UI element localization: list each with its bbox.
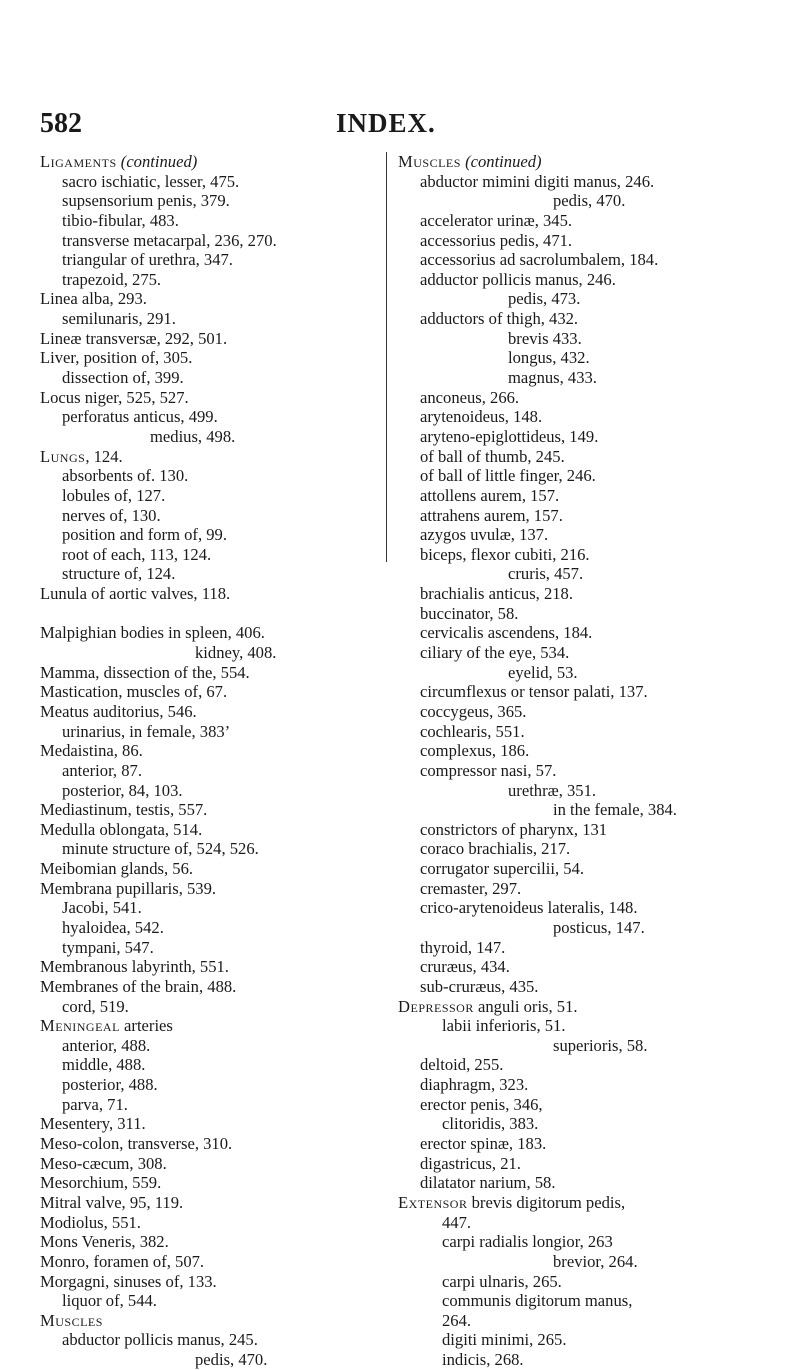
index-entry: perforatus anticus, 499.: [62, 407, 218, 427]
index-entry: Meso-cæcum, 308.: [40, 1153, 167, 1173]
index-entry: Membranous labyrinth, 551.: [40, 957, 229, 977]
index-entry: liquor of, 544.: [62, 1291, 157, 1311]
index-heading-suffix: brevis digitorum pedis,: [467, 1192, 626, 1212]
index-entry: of ball of thumb, 245.: [420, 446, 565, 466]
index-entry: parva, 71.: [62, 1094, 128, 1114]
index-entry: 264.: [442, 1310, 472, 1330]
index-heading-suffix: (continued): [116, 152, 198, 171]
index-entry: trapezoid, 275.: [62, 269, 162, 289]
index-entry: Medaistina, 86.: [40, 741, 143, 761]
index-entry: Lunula of aortic valves, 118.: [40, 584, 231, 604]
index-entry: triangular of urethra, 347.: [62, 250, 233, 270]
index-entry: semilunaris, 291.: [62, 309, 176, 329]
index-entry: pedis, 470.: [195, 1350, 268, 1370]
index-entry: adductor pollicis manus, 246.: [420, 269, 616, 289]
index-entry: Lineæ transversæ, 292, 501.: [40, 328, 228, 348]
index-entry: lobules of, 127.: [62, 485, 166, 505]
index-entry: complexus, 186.: [420, 741, 530, 761]
index-entry: circumflexus or tensor palati, 137.: [420, 682, 648, 702]
index-entry: Liver, position of, 305.: [40, 348, 193, 368]
index-entry: attrahens aurem, 157.: [420, 505, 563, 525]
index-column-right: [398, 152, 778, 1370]
page-number: 582: [40, 108, 82, 139]
index-heading-suffix: arteries: [119, 1016, 173, 1036]
index-entry: abductor pollicis manus, 245.: [62, 1330, 258, 1350]
index-entry: clitoridis, 383.: [442, 1114, 539, 1134]
index-entry: brevior, 264.: [553, 1251, 638, 1271]
index-heading: Depressor: [398, 996, 474, 1016]
index-entry: Mesorchium, 559.: [40, 1173, 162, 1193]
index-entry: Locus niger, 525, 527.: [40, 387, 189, 407]
index-entry: [398, 997, 778, 1017]
index-entry: urethræ, 351.: [508, 780, 597, 800]
index-entry: cruræus, 434.: [420, 957, 510, 977]
index-entry: structure of, 124.: [62, 564, 176, 584]
index-entry: Meibomian glands, 56.: [40, 859, 194, 879]
index-entry: absorbents of. 130.: [62, 466, 189, 486]
index-entry: digastricus, 21.: [420, 1153, 521, 1173]
index-entry: Mamma, dissection of the, 554.: [40, 662, 250, 682]
index-entry: accessorius ad sacrolumbalem, 184.: [420, 250, 659, 270]
index-entry: corrugator supercilii, 54.: [420, 859, 585, 879]
index-entry: 447.: [442, 1212, 472, 1232]
index-heading-suffix: (continued): [460, 152, 542, 171]
index-entry: Linea alba, 293.: [40, 289, 147, 309]
index-entry: brachialis anticus, 218.: [420, 584, 573, 604]
index-entry: digiti minimi, 265.: [442, 1330, 567, 1350]
index-entry: erector spinæ, 183.: [420, 1134, 547, 1154]
index-entry: medius, 498.: [150, 426, 236, 446]
index-entry: eyelid, 53.: [508, 662, 578, 682]
index-entry: posterior, 488.: [62, 1075, 158, 1095]
index-entry: communis digitorum manus,: [442, 1291, 633, 1311]
index-entry: accelerator urinæ, 345.: [420, 210, 573, 230]
running-head: INDEX.: [336, 108, 436, 138]
index-entry: superioris, 58.: [553, 1035, 648, 1055]
index-heading: Ligaments: [40, 152, 117, 171]
index-entry: attollens aurem, 157.: [420, 485, 560, 505]
index-entry: sub-cruræus, 435.: [420, 976, 539, 996]
index-entry: azygos uvulæ, 137.: [420, 525, 549, 545]
index-entry: magnus, 433.: [508, 368, 597, 388]
index-entry: constrictors of pharynx, 131: [420, 819, 608, 839]
index-entry: Modiolus, 551.: [40, 1212, 141, 1232]
index-entry: aryteno-epiglottideus, 149.: [420, 426, 599, 446]
index-entry: [40, 1311, 380, 1331]
index-entry: Mitral valve, 95, 119.: [40, 1192, 184, 1212]
index-entry: coccygeus, 365.: [420, 701, 527, 721]
index-entry: root of each, 113, 124.: [62, 544, 212, 564]
index-entry: longus, 432.: [508, 348, 590, 368]
index-entry: coraco brachialis, 217.: [420, 839, 571, 859]
index-entry: [398, 1193, 778, 1213]
index-entry: accessorius pedis, 471.: [420, 230, 573, 250]
index-entry: hyaloidea, 542.: [62, 917, 164, 937]
index-entry: urinarius, in female, 383’: [62, 721, 231, 741]
index-entry: cremaster, 297.: [420, 878, 522, 898]
index-entry: middle, 488.: [62, 1055, 146, 1075]
index-entry: abductor mimini digiti manus, 246.: [420, 171, 655, 191]
index-entry: transverse metacarpal, 236, 270.: [62, 230, 277, 250]
index-column-left: [40, 152, 380, 1370]
index-entry: nerves of, 130.: [62, 505, 161, 525]
index-entry: Mastication, muscles of, 67.: [40, 682, 228, 702]
index-heading: Muscles: [40, 1310, 103, 1330]
index-entry: carpi radialis longior, 263: [442, 1232, 613, 1252]
index-entry: Mediastinum, testis, 557.: [40, 800, 208, 820]
index-entry: brevis 433.: [508, 328, 582, 348]
index-entry: adductors of thigh, 432.: [420, 309, 579, 329]
index-entry: position and form of, 99.: [62, 525, 227, 545]
column-divider: [386, 152, 387, 562]
index-entry: deltoid, 255.: [420, 1055, 504, 1075]
index-entry: anterior, 87.: [62, 760, 142, 780]
index-entry: carpi ulnaris, 265.: [442, 1271, 562, 1291]
index-entry: arytenoideus, 148.: [420, 407, 543, 427]
section-gap: [40, 604, 380, 624]
index-entry: [40, 152, 380, 172]
index-entry: Mons Veneris, 382.: [40, 1232, 169, 1252]
index-entry: pedis, 473.: [508, 289, 581, 309]
index-entry: kidney, 408.: [195, 643, 277, 663]
index-heading: Meningeal: [40, 1016, 120, 1036]
index-entry: Meso-colon, transverse, 310.: [40, 1134, 233, 1154]
index-entry: Jacobi, 541.: [62, 898, 142, 918]
index-entry: biceps, flexor cubiti, 216.: [420, 544, 590, 564]
index-entry: cervicalis ascendens, 184.: [420, 623, 593, 643]
index-entry: cord, 519.: [62, 996, 129, 1016]
index-entry: [40, 1016, 380, 1036]
index-entry: in the female, 384.: [553, 800, 677, 820]
index-entry: pedis, 470.: [553, 191, 626, 211]
index-entry: Morgagni, sinuses of, 133.: [40, 1271, 217, 1291]
index-entry: [40, 447, 380, 467]
index-entry: supsensorium penis, 379.: [62, 191, 230, 211]
index-entry: anterior, 488.: [62, 1035, 151, 1055]
index-entry: dissection of, 399.: [62, 368, 184, 388]
index-entry: thyroid, 147.: [420, 937, 506, 957]
index-entry: ciliary of the eye, 534.: [420, 643, 570, 663]
index-entry: minute structure of, 524, 526.: [62, 839, 259, 859]
index-heading-suffix: , 124.: [85, 446, 123, 466]
index-entry: sacro ischiatic, lesser, 475.: [62, 171, 240, 191]
index-entry: [398, 152, 778, 172]
index-entry: cochlearis, 551.: [420, 721, 525, 741]
index-entry: Membrana pupillaris, 539.: [40, 878, 217, 898]
index-heading: Lungs: [40, 446, 86, 466]
index-entry: Medulla oblongata, 514.: [40, 819, 203, 839]
index-entry: diaphragm, 323.: [420, 1075, 529, 1095]
index-entry: Monro, foramen of, 507.: [40, 1251, 205, 1271]
index-entry: Mesentery, 311.: [40, 1114, 146, 1134]
index-entry: Malpighian bodies in spleen, 406.: [40, 623, 265, 643]
index-entry: posticus, 147.: [553, 917, 645, 937]
index-entry: indicis, 268.: [442, 1350, 524, 1370]
index-entry: anconeus, 266.: [420, 387, 520, 407]
index-entry: tibio-fibular, 483.: [62, 210, 179, 230]
index-entry: Meatus auditorius, 546.: [40, 701, 197, 721]
index-heading: Muscles: [398, 152, 461, 171]
index-entry: buccinator, 58.: [420, 603, 519, 623]
index-entry: tympani, 547.: [62, 937, 154, 957]
index-entry: Membranes of the brain, 488.: [40, 976, 237, 996]
index-entry: labii inferioris, 51.: [442, 1016, 566, 1036]
index-entry: posterior, 84, 103.: [62, 780, 183, 800]
index-heading: Extensor: [398, 1192, 468, 1212]
index-entry: compressor nasi, 57.: [420, 760, 557, 780]
index-entry: of ball of little finger, 246.: [420, 466, 596, 486]
index-entry: cruris, 457.: [508, 564, 584, 584]
index-entry: crico-arytenoideus lateralis, 148.: [420, 898, 638, 918]
index-entry: erector penis, 346,: [420, 1094, 543, 1114]
index-entry: dilatator narium, 58.: [420, 1173, 556, 1193]
index-heading-suffix: anguli oris, 51.: [473, 996, 578, 1016]
